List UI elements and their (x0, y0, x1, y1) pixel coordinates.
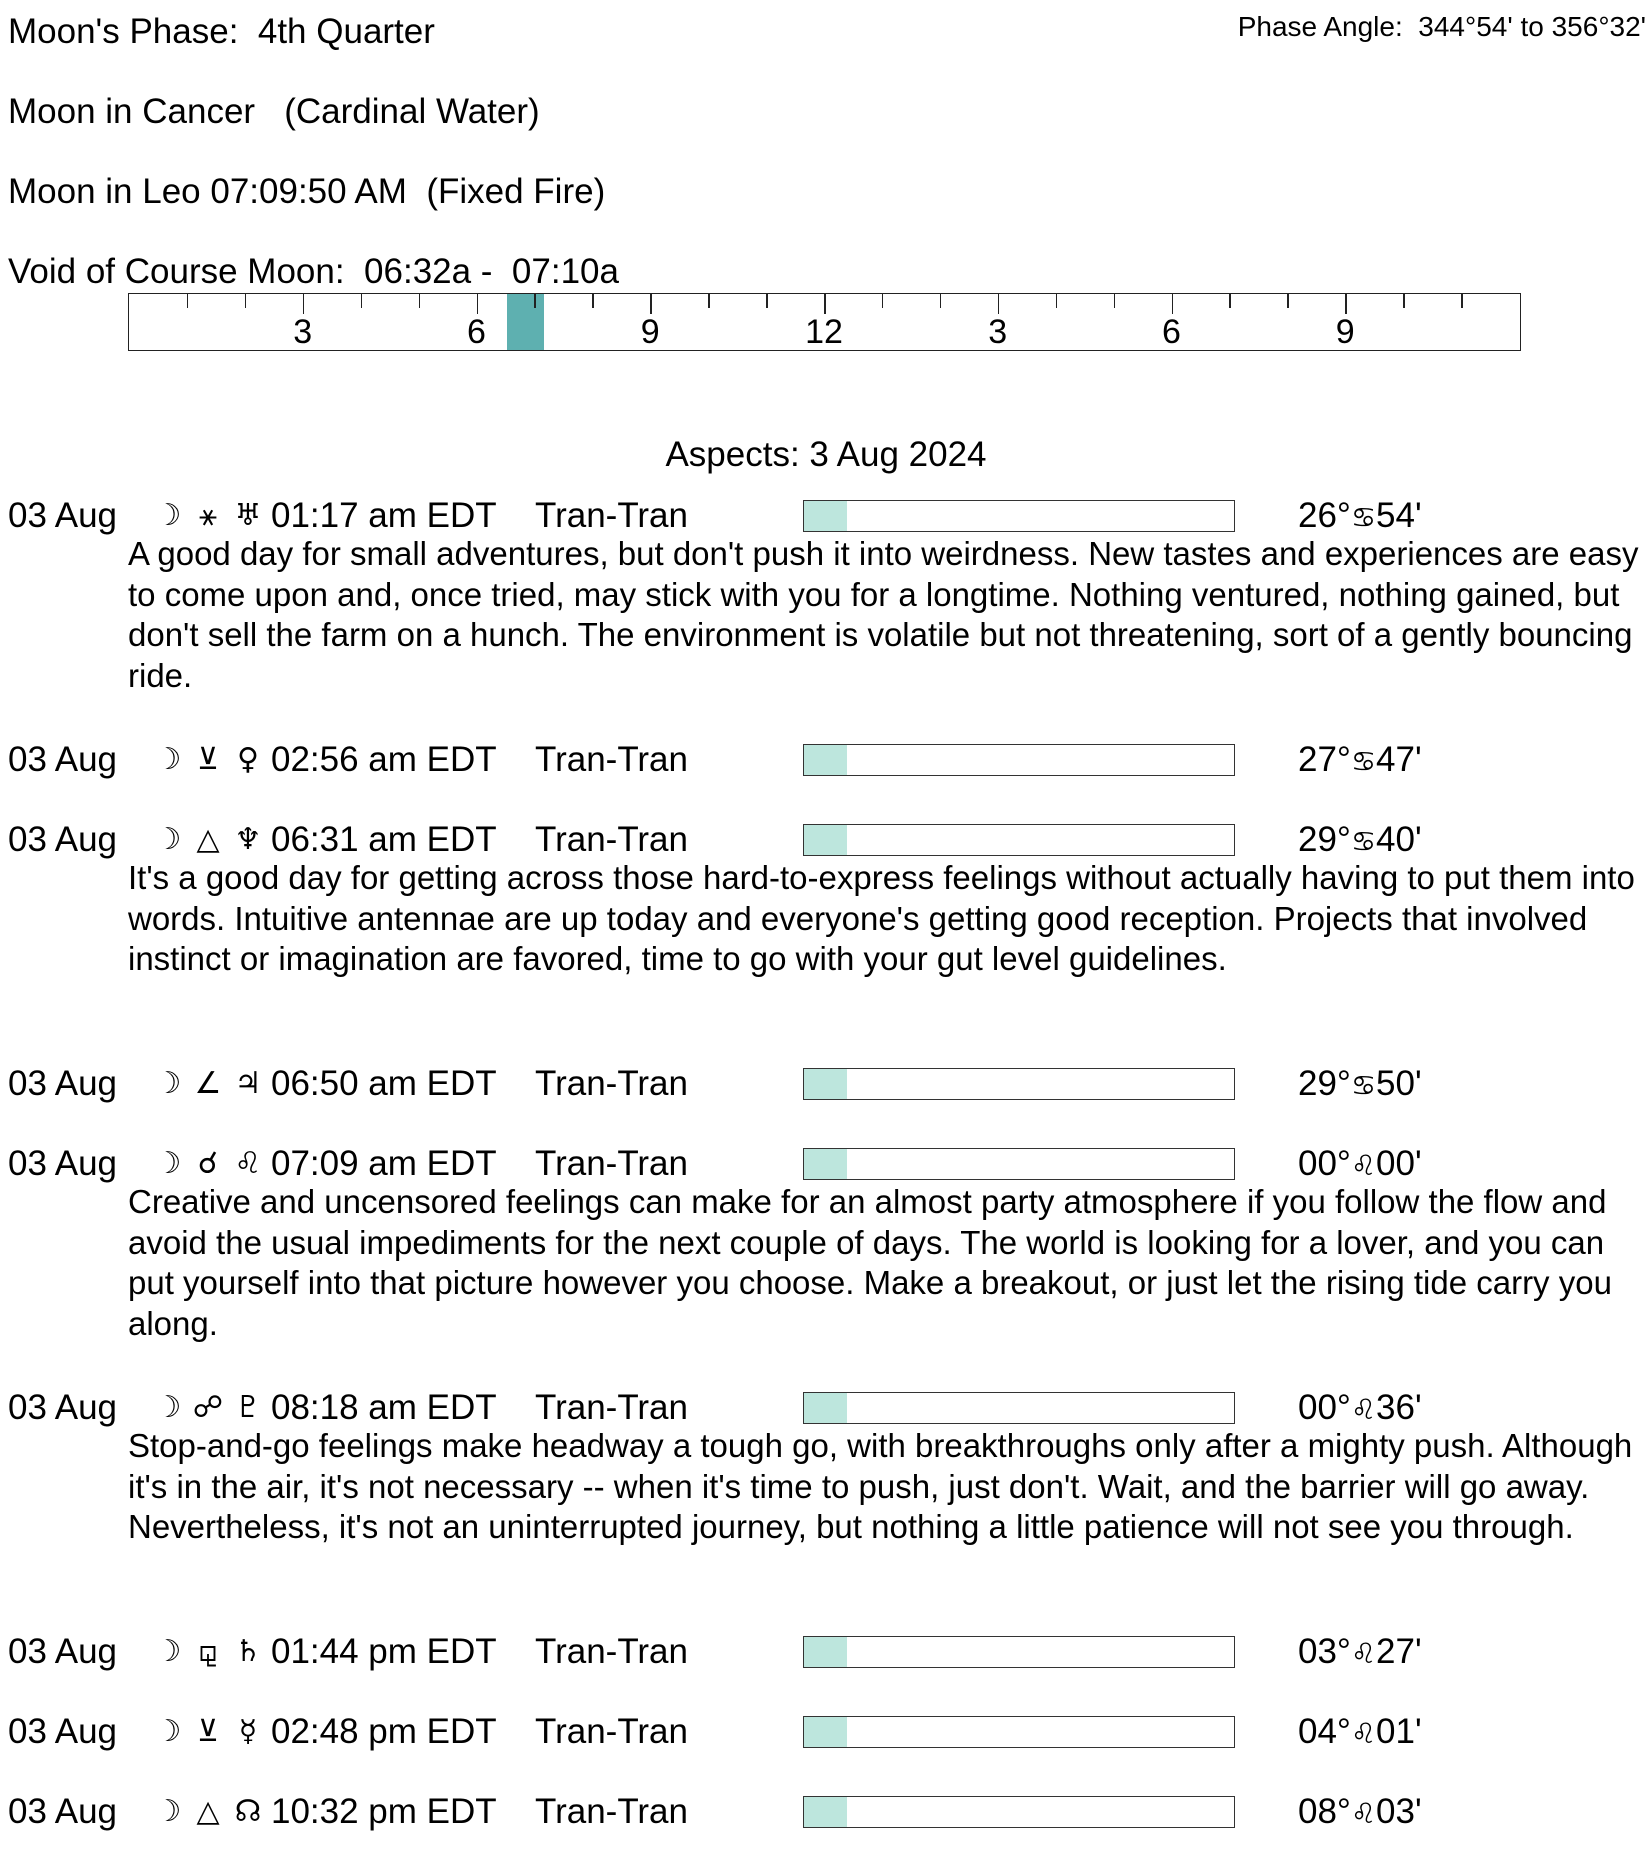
semisextile-icon: ⊻ (197, 1714, 219, 1749)
position-minutes: 54' (1376, 496, 1422, 535)
phase-angle: Phase Angle: 344°54' to 356°32' (1237, 11, 1646, 42)
sesquiquadrate-icon: ⚼ (197, 1634, 219, 1669)
aspect-glyphs (148, 1144, 268, 1184)
leo-icon: ♌ (234, 1146, 262, 1181)
timeline-tick (1172, 294, 1174, 314)
aspect-strength-fill (804, 1149, 847, 1179)
position-minutes: 50' (1376, 1064, 1422, 1103)
zodiac-sign-icon: ♌ (1350, 1797, 1377, 1830)
position-degree: 04° (1298, 1712, 1351, 1751)
timeline-hour-label: 9 (640, 313, 660, 351)
sextile-icon: ⚹ (199, 498, 217, 533)
position-minutes: 36' (1376, 1388, 1422, 1427)
timeline-tick (534, 294, 536, 308)
position-degree: 00° (1298, 1144, 1351, 1183)
uranus-icon: ♅ (234, 498, 262, 533)
timeline-tick (882, 294, 884, 308)
aspect-strength-fill (804, 1797, 847, 1827)
aspect-time: 07:09 am EDT (271, 1144, 497, 1183)
timeline-tick (245, 294, 247, 308)
timeline-hour-label: 3 (988, 313, 1008, 351)
aspect-type: Tran-Tran (535, 1388, 688, 1427)
zodiac-sign-icon: ♌ (1350, 1637, 1377, 1670)
jupiter-icon: ♃ (234, 1066, 262, 1101)
aspect-date: 03 Aug (8, 820, 117, 859)
moon-icon: ☽ (154, 1634, 182, 1669)
zodiac-sign-icon: ♌ (1350, 1393, 1377, 1426)
aspect-strength-fill (804, 501, 847, 531)
timeline-tick (1287, 294, 1289, 308)
aspect-time: 02:48 pm EDT (271, 1712, 497, 1751)
aspect-time: 06:50 am EDT (271, 1064, 497, 1103)
position-degree: 00° (1298, 1388, 1351, 1427)
void-of-course-timeline (128, 293, 1521, 351)
aspect-glyphs (148, 496, 268, 536)
zodiac-sign-icon: ♌ (1350, 1717, 1377, 1750)
position-minutes: 27' (1376, 1632, 1422, 1671)
timeline-tick (187, 294, 189, 308)
aspect-time: 01:44 pm EDT (271, 1632, 497, 1671)
timeline-tick (824, 294, 826, 314)
timeline-tick (1345, 294, 1347, 314)
timeline-tick (419, 294, 421, 308)
aspect-date: 03 Aug (8, 496, 117, 535)
aspect-type: Tran-Tran (535, 496, 688, 535)
moon-phase: Moon's Phase: 4th Quarter (8, 12, 435, 51)
opposition-icon: ☍ (192, 1390, 224, 1425)
neptune-icon: ♆ (234, 822, 262, 857)
aspect-strength-bar (803, 1796, 1235, 1828)
aspect-time: 10:32 pm EDT (271, 1792, 497, 1831)
aspect-date: 03 Aug (8, 1632, 117, 1671)
aspect-strength-bar (803, 500, 1235, 532)
position-degree: 29° (1298, 820, 1351, 859)
aspect-strength-fill (804, 1637, 847, 1667)
aspect-interpretation: Creative and uncensored feelings can make for an almost party atmosphere if you follow the flow and avoid the usual impediments for the next couple of days. The world is looking for a lover, and you can put yourself into that picture however you choose. Make a breakout, or just let the rising tide carry you along. (128, 1183, 1612, 1342)
aspect-time: 02:56 am EDT (271, 740, 497, 779)
timeline-hour-label: 12 (805, 313, 843, 351)
aspects-title: Aspects: 3 Aug 2024 (665, 435, 987, 474)
aspect-position (1298, 1792, 1422, 1834)
trine-icon: △ (196, 822, 220, 857)
aspect-type: Tran-Tran (535, 1712, 688, 1751)
moon-icon: ☽ (154, 1390, 182, 1425)
aspect-date: 03 Aug (8, 1388, 117, 1427)
aspect-glyphs (148, 1388, 268, 1428)
moon-sign-leo: Moon in Leo 07:09:50 AM (Fixed Fire) (8, 172, 606, 211)
aspect-glyphs (148, 820, 268, 860)
timeline-tick (1461, 294, 1463, 308)
position-degree: 03° (1298, 1632, 1351, 1671)
aspect-glyphs (148, 1064, 268, 1104)
zodiac-sign-icon: ♋ (1350, 745, 1377, 778)
aspect-strength-bar (803, 1148, 1235, 1180)
aspect-type: Tran-Tran (535, 1632, 688, 1671)
aspect-position (1298, 1144, 1422, 1186)
aspect-strength-bar (803, 1392, 1235, 1424)
moon-icon: ☽ (154, 822, 182, 857)
aspect-position (1298, 740, 1422, 782)
timeline-hour-label: 3 (293, 313, 313, 351)
aspect-strength-bar (803, 744, 1235, 776)
zodiac-sign-icon: ♋ (1350, 825, 1377, 858)
position-degree: 29° (1298, 1064, 1351, 1103)
position-minutes: 00' (1376, 1144, 1422, 1183)
aspect-date: 03 Aug (8, 1064, 117, 1103)
void-of-course-block (507, 294, 544, 350)
moon-icon: ☽ (154, 1714, 182, 1749)
semisquare-icon: ∠ (194, 1066, 222, 1101)
aspect-time: 06:31 am EDT (271, 820, 497, 859)
timeline-tick (766, 294, 768, 308)
aspect-position (1298, 1632, 1422, 1674)
moon-icon: ☽ (154, 1066, 182, 1101)
moon-icon: ☽ (154, 1146, 182, 1181)
moon-icon: ☽ (154, 498, 182, 533)
timeline-tick (940, 294, 942, 308)
timeline-hour-label: 9 (1335, 313, 1355, 351)
aspect-glyphs (148, 1792, 268, 1832)
aspect-glyphs (148, 1712, 268, 1752)
moon-icon: ☽ (154, 1794, 182, 1829)
timeline-tick (650, 294, 652, 314)
aspect-strength-bar (803, 824, 1235, 856)
moon-icon: ☽ (154, 742, 182, 777)
trine-icon: △ (196, 1794, 220, 1829)
aspect-position (1298, 1388, 1422, 1430)
pluto-icon: ♇ (234, 1390, 262, 1425)
timeline-tick (1403, 294, 1405, 308)
semisextile-icon: ⊻ (197, 742, 219, 777)
position-minutes: 47' (1376, 740, 1422, 779)
aspect-date: 03 Aug (8, 1712, 117, 1751)
aspect-glyphs (148, 1632, 268, 1672)
aspect-position (1298, 1712, 1422, 1754)
timeline-tick (1229, 294, 1231, 308)
timeline-tick (303, 294, 305, 314)
timeline-tick (477, 294, 479, 314)
aspect-type: Tran-Tran (535, 1064, 688, 1103)
mercury-icon: ☿ (238, 1714, 258, 1749)
aspect-time: 01:17 am EDT (271, 496, 497, 535)
aspect-interpretation: Stop-and-go feelings make headway a tough go, with breakthroughs only after a mighty push. Although it's in the air, it's not necessary -- when it's time to push, just don't. Wait, and the barrier will go away. Nevertheless, it's not an uninterrupted journey, but nothing a little patience will not see you through. (128, 1427, 1633, 1545)
timeline-tick (708, 294, 710, 308)
aspect-position (1298, 496, 1422, 538)
timeline-tick (1114, 294, 1116, 308)
void-of-course: Void of Course Moon: 06:32a - 07:10a (8, 252, 619, 291)
venus-icon: ♀ (237, 742, 259, 777)
aspect-date: 03 Aug (8, 1792, 117, 1831)
timeline-tick (1056, 294, 1058, 308)
aspect-position (1298, 820, 1422, 862)
aspect-type: Tran-Tran (535, 1144, 688, 1183)
aspect-glyphs (148, 740, 268, 780)
aspect-strength-bar (803, 1716, 1235, 1748)
zodiac-sign-icon: ♋ (1350, 1069, 1377, 1102)
aspect-strength-fill (804, 1393, 847, 1423)
conjunction-icon: ☌ (197, 1146, 219, 1181)
aspect-date: 03 Aug (8, 1144, 117, 1183)
timeline-hour-label: 6 (467, 313, 486, 351)
zodiac-sign-icon: ♌ (1350, 1149, 1377, 1182)
north-node-icon: ☊ (234, 1794, 262, 1829)
aspect-date: 03 Aug (8, 740, 117, 779)
position-minutes: 01' (1376, 1712, 1422, 1751)
timeline-tick (361, 294, 363, 308)
position-degree: 26° (1298, 496, 1351, 535)
saturn-icon: ♄ (234, 1634, 262, 1669)
timeline-tick (592, 294, 594, 308)
aspect-strength-bar (803, 1068, 1235, 1100)
position-minutes: 03' (1376, 1792, 1422, 1831)
aspect-interpretation: A good day for small adventures, but don't push it into weirdness. New tastes and experiences are easy to come upon and, once tried, may stick with you for a longtime. Nothing ventured, nothing gained, but don't sell the farm on a hunch. The environment is volatile but not threatening, sort of a gently bouncing ride. (128, 535, 1639, 694)
moon-sign-cancer: Moon in Cancer (Cardinal Water) (8, 92, 540, 131)
aspect-strength-fill (804, 1717, 847, 1747)
aspect-type: Tran-Tran (535, 1792, 688, 1831)
position-degree: 27° (1298, 740, 1351, 779)
aspect-strength-fill (804, 1069, 847, 1099)
aspect-type: Tran-Tran (535, 820, 688, 859)
aspect-strength-fill (804, 825, 847, 855)
aspect-strength-fill (804, 745, 847, 775)
aspect-strength-bar (803, 1636, 1235, 1668)
timeline-tick (998, 294, 1000, 314)
zodiac-sign-icon: ♋ (1350, 501, 1377, 534)
aspect-interpretation: It's a good day for getting across those hard-to-express feelings without actually having to put them into words. Intuitive antennae are up today and everyone's getting good reception. Projects that involved instinct or imagination are favored, time to go with your gut level guidelines. (128, 859, 1635, 977)
aspect-position (1298, 1064, 1422, 1106)
timeline-hour-label: 6 (1162, 313, 1181, 351)
aspect-type: Tran-Tran (535, 740, 688, 779)
position-minutes: 40' (1376, 820, 1422, 859)
aspect-time: 08:18 am EDT (271, 1388, 497, 1427)
position-degree: 08° (1298, 1792, 1351, 1831)
